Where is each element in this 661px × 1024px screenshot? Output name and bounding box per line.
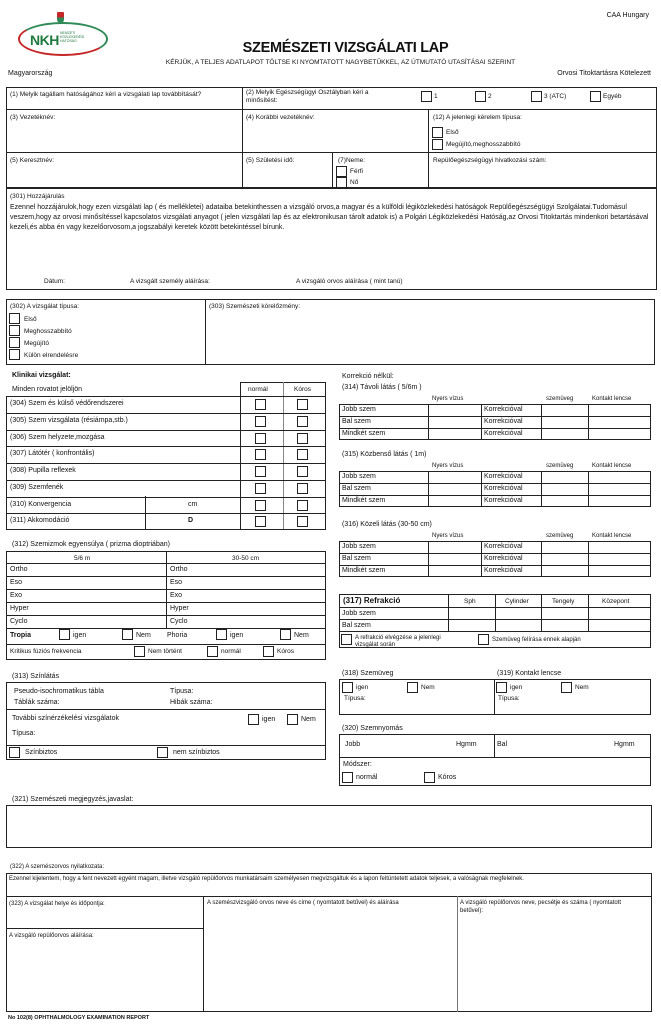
pressure-table	[339, 734, 651, 786]
sex-female-checkbox[interactable]	[336, 177, 347, 188]
sex-label: (7)Neme:	[338, 157, 366, 164]
application-renewal-checkbox[interactable]	[432, 139, 443, 150]
reference-number-label: Repülőegészségügyi hivatkozási szám:	[433, 157, 547, 164]
q1-label: (1) Melyik tagállam hatóságához kéri a vizsgálati lap továbbítását?	[10, 91, 202, 98]
muscle-far-row: Eso	[10, 579, 23, 586]
clinical-abnormal-checkbox[interactable]	[297, 516, 308, 527]
clinical-row-label: (308) Pupilla reflexek	[10, 467, 76, 474]
first-name-field[interactable]	[8, 166, 240, 186]
tropia-yes-label: igen	[73, 632, 87, 639]
acuity-row-label: Bal szem	[342, 485, 371, 492]
col-raw-label: Nyers vízus	[432, 396, 464, 402]
examinee-signature-label: A vizsgált személy aláírása:	[130, 278, 210, 285]
clinical-row-unit: D	[188, 517, 194, 525]
exam-type-first-checkbox[interactable]	[9, 313, 20, 324]
class-2-label: 2	[488, 93, 492, 100]
page-title: SZEMÉSZETI VIZSGÁLATI LAP	[242, 40, 449, 56]
glasses-no-label: Nem	[421, 684, 435, 691]
phoria-yes-checkbox[interactable]	[216, 629, 227, 640]
phoria-no-checkbox[interactable]	[280, 629, 291, 640]
col-contact-label: Kontakt lencse	[592, 463, 632, 469]
prescription-label: Szemüveg felírása ennek alapján	[492, 637, 581, 643]
country-label: Magyarország	[8, 70, 53, 77]
with-correction-label: Korrekcióval	[484, 543, 523, 550]
no-correction-label: Korrekció nélkül:	[342, 373, 394, 380]
first-name-label: (5) Keresztnév:	[10, 157, 55, 164]
sex-male-checkbox[interactable]	[336, 166, 347, 177]
clinical-normal-checkbox[interactable]	[255, 500, 266, 511]
plates-count-label: Táblák száma:	[14, 699, 60, 706]
acuity-row-label: Jobb szem	[342, 473, 376, 480]
clinical-normal-checkbox[interactable]	[255, 433, 266, 444]
col-abnormal-label: Kóros	[294, 386, 311, 393]
glasses-heading: (318) Szemüveg	[342, 670, 394, 677]
exam-type-extension-checkbox[interactable]	[9, 325, 20, 336]
glasses-yes-checkbox[interactable]	[342, 682, 353, 693]
exam-type-first-label: Első	[24, 316, 37, 323]
further-tests-label: További színérzékelési vizsgálatok	[12, 715, 119, 722]
clinical-normal-checkbox[interactable]	[255, 466, 266, 477]
clinical-abnormal-checkbox[interactable]	[297, 416, 308, 427]
logo-text: NKH	[30, 32, 59, 48]
exam-type-renewal-label: Megújító	[24, 340, 49, 347]
further-type-label: Típusa:	[12, 730, 36, 737]
further-yes-checkbox[interactable]	[248, 714, 259, 725]
pseudo-isochromatic-label: Pseudo-isochromatikus tábla	[14, 688, 104, 695]
pressure-method-label: Módszer:	[343, 761, 372, 768]
acuity-row-label: Mindkét szem	[342, 430, 386, 437]
col-far-label: 5/6 m	[74, 555, 91, 562]
contacts-no-label: Nem	[575, 684, 589, 691]
prescription-checkbox[interactable]	[478, 634, 489, 645]
muscle-far-row: Ortho	[10, 566, 28, 573]
col-normal-label: normál	[248, 386, 268, 393]
application-renewal-label: Megújító,meghosszabbító	[446, 141, 521, 148]
col-near-label: 30-50 cm	[232, 555, 260, 562]
glasses-type-label: Típusa:	[344, 695, 366, 702]
application-first-label: Első	[446, 129, 459, 136]
with-correction-label: Korrekcióval	[484, 430, 523, 437]
clinical-normal-checkbox[interactable]	[255, 483, 266, 494]
refraction-col-cylinder: Cylinder	[505, 598, 529, 605]
clinical-normal-checkbox[interactable]	[255, 449, 266, 460]
consent-date-label: Dátum:	[44, 278, 65, 285]
clinical-row-label: (304) Szem és külső védőrendszerei	[10, 400, 124, 407]
clinical-abnormal-checkbox[interactable]	[297, 449, 308, 460]
instruction-text: KÉRJÜK, A TELJES ADATLAPOT TÖLTSE KI NYOMTATOTT NAGYBETŰKKEL, AZ ÚTMUTATÓ UTASÍTÁSAI SZERINT	[165, 59, 516, 66]
contacts-yes-checkbox[interactable]	[496, 682, 507, 693]
class-1-checkbox[interactable]	[421, 91, 432, 102]
authority-label: CAA Hungary	[606, 12, 649, 19]
muscle-far-row: Cyclo	[10, 618, 28, 625]
fusion-normal-checkbox[interactable]	[207, 646, 218, 657]
clinical-row-label: (309) Szemfenék	[10, 483, 64, 491]
refraction-heading: (317) Refrakció	[343, 596, 401, 605]
class-2-checkbox[interactable]	[475, 91, 486, 102]
refraction-right-eye: Jobb szem	[342, 610, 376, 617]
color-unsafe-checkbox[interactable]	[157, 747, 168, 758]
clinical-row-label: (310) Konvergencia	[10, 500, 72, 508]
clinical-abnormal-checkbox[interactable]	[297, 500, 308, 511]
muscle-far-row: Hyper	[10, 605, 29, 612]
fusion-abnormal-label: Kóros	[277, 648, 294, 655]
acuity-row-label: Mindkét szem	[342, 567, 386, 574]
phoria-no-label: Nem	[294, 632, 309, 639]
further-yes-label: igen	[262, 716, 276, 723]
tropia-no-checkbox[interactable]	[122, 629, 133, 640]
fusion-not-done-label: Nem történt	[148, 648, 182, 655]
with-correction-label: Korrekcióval	[484, 473, 523, 480]
refraction-col-axis: Tengely	[552, 598, 575, 605]
acuity-section-heading: (316) Közeli látás (30-50 cm)	[342, 521, 432, 528]
confidential-label: Orvosi Titoktartásra Kötelezett	[557, 70, 651, 77]
with-correction-label: Korrekcióval	[484, 418, 523, 425]
class-3-checkbox[interactable]	[531, 91, 542, 102]
application-first-checkbox[interactable]	[432, 127, 443, 138]
muscle-near-row: Hyper	[170, 605, 189, 612]
refraction-done-checkbox[interactable]	[341, 634, 352, 645]
q2-label: (2) Melyik Egészségügyi Osztályban kéri a minősítést:	[246, 89, 369, 104]
tropia-no-label: Nem	[136, 632, 151, 639]
form-id: No 102(8) OPHTHALMOLOGY EXAMINATION REPORT	[8, 1015, 150, 1021]
muscle-near-row: Ortho	[170, 566, 188, 573]
col-raw-label: Nyers vízus	[432, 533, 464, 539]
clinical-normal-checkbox[interactable]	[255, 516, 266, 527]
glasses-table	[339, 679, 651, 715]
clinical-normal-checkbox[interactable]	[255, 399, 266, 410]
class-3-label: 3 (ATC)	[544, 93, 567, 100]
clinical-row-label: (311) Akkomodáció	[10, 517, 70, 525]
declaration-section	[6, 873, 652, 1012]
application-type-label: (12) A jelenlegi kérelem típusa:	[433, 114, 522, 121]
acuity-row-label: Jobb szem	[342, 406, 376, 413]
with-correction-label: Korrekcióval	[484, 555, 523, 562]
muscle-near-row: Exo	[170, 592, 183, 599]
remarks-heading: (321) Szemészeti megjegyzés,javaslat:	[12, 796, 134, 803]
clinical-subheading: Minden rovatot jelöljön	[12, 386, 83, 393]
col-glasses-label: szemüveg	[546, 533, 574, 539]
class-other-checkbox[interactable]	[590, 91, 601, 102]
acuity-section-heading: (314) Távoli látás ( 5/6m )	[342, 384, 422, 391]
doctor-signature-label: A vizsgáló orvos aláírása ( mint tanú)	[296, 278, 403, 285]
fusion-not-done-checkbox[interactable]	[134, 646, 145, 657]
clinical-row-label: (307) Látótér ( konfrontális)	[10, 450, 95, 458]
contacts-heading: (319) Kontakt lencse	[497, 670, 562, 677]
acuity-row-label: Bal szem	[342, 555, 371, 562]
exam-type-special-checkbox[interactable]	[9, 349, 20, 360]
declaration-heading: (322) A szemészorvos nyilatkozata:	[10, 864, 105, 870]
ophthalmic-history-field[interactable]	[208, 312, 652, 362]
acuity-row-label: Mindkét szem	[342, 497, 386, 504]
pressure-right-unit: Hgmm	[456, 741, 477, 748]
col-contact-label: Kontakt lencse	[592, 533, 632, 539]
surname-label: (3) Vezetéknév:	[10, 114, 56, 121]
logo-subtext: NEMZETI KÖZLEKEDÉSI HATÓSÁG	[60, 31, 85, 43]
clinical-abnormal-checkbox[interactable]	[297, 483, 308, 494]
refraction-done-label: A refrakció elvégzése a jelenlegi vizsgálat során	[355, 635, 441, 648]
clinical-abnormal-checkbox[interactable]	[297, 433, 308, 444]
remarks-field[interactable]	[6, 805, 652, 848]
pressure-heading: (320) Szemnyomás	[342, 725, 403, 732]
examiner-signature-label: A vizsgáló repülőorvos aláírása:	[9, 933, 94, 939]
exam-type-extension-label: Meghosszabbító	[24, 328, 72, 335]
clinical-normal-checkbox[interactable]	[255, 416, 266, 427]
contacts-yes-label: igen	[510, 684, 523, 691]
contacts-type-label: Típusa:	[498, 695, 520, 702]
color-safe-checkbox[interactable]	[9, 747, 20, 758]
further-no-checkbox[interactable]	[287, 714, 298, 725]
clinical-row-label: (306) Szem helyzete,mozgása	[10, 433, 105, 441]
pressure-abnormal-checkbox[interactable]	[424, 772, 435, 783]
col-glasses-label: szemüveg	[546, 463, 574, 469]
color-vision-heading: (313) Színlátás	[12, 673, 60, 680]
acuity-section-heading: (315) Közbenső látás ( 1m)	[342, 451, 427, 458]
surname-field[interactable]	[8, 124, 240, 150]
clinical-heading: Klinikai vizsgálat:	[12, 372, 71, 379]
contacts-no-checkbox[interactable]	[561, 682, 572, 693]
muscle-near-row: Eso	[170, 579, 183, 586]
with-correction-label: Korrekcióval	[484, 497, 523, 504]
consent-heading: (301) Hozzájárulás	[10, 193, 65, 200]
ame-name-label: A vizsgáló repülőorvos neve, pecsétje és száma ( nyomtatott betűvel):	[460, 900, 622, 914]
birth-date-label: (5) Születési idő:	[246, 157, 295, 164]
declaration-text: Ezennel kijelentem, hogy a fent nevezett egyént magam, illetve vizsgáló repülőorvos munkatársaim személyesen megvizsgáltuk és a lapon feltüntetett adatok teljesek, a valóságnak megfelelnek.	[9, 876, 524, 882]
col-contact-label: Kontakt lencse	[592, 396, 632, 402]
fusion-label: Kritikus fúziós frekvencia	[10, 648, 82, 655]
ophthalmologist-name-label: A szemészvizsgáló orvos neve és címe ( nyomtatott betűvel) és aláírása	[207, 900, 399, 906]
class-other-label: Egyéb	[603, 93, 622, 100]
ophthalmic-history-heading: (303) Szemészeti kórelőzmény:	[209, 303, 301, 310]
pressure-normal-label: normál	[356, 774, 378, 781]
color-safe-label: Színbiztos	[25, 749, 58, 756]
fusion-normal-label: normál	[221, 648, 241, 655]
clinical-abnormal-checkbox[interactable]	[297, 466, 308, 477]
sex-female-label: Nő	[350, 179, 359, 186]
fusion-abnormal-checkbox[interactable]	[263, 646, 274, 657]
exam-type-renewal-checkbox[interactable]	[9, 337, 20, 348]
pressure-abnormal-label: Kóros	[438, 774, 457, 781]
pressure-left-label: Bal	[497, 741, 508, 748]
muscle-near-row: Cyclo	[170, 618, 188, 625]
muscle-balance-heading: (312) Szemizmok egyensúlya ( prizma dioptriában)	[12, 541, 170, 548]
glasses-yes-label: igen	[356, 684, 369, 691]
phoria-yes-label: igen	[230, 632, 244, 639]
acuity-row-label: Bal szem	[342, 418, 371, 425]
pressure-normal-checkbox[interactable]	[342, 772, 353, 783]
previous-surname-label: (4) Korábbi vezetéknév:	[246, 114, 315, 121]
refraction-col-add: Közepont	[602, 598, 630, 605]
place-time-label: (323) A vizsgálat helye és időpontja:	[9, 901, 105, 907]
color-type-label: Típusa:	[170, 688, 194, 695]
with-correction-label: Korrekcióval	[484, 567, 523, 574]
glasses-no-checkbox[interactable]	[407, 682, 418, 693]
sex-male-label: Férfi	[350, 168, 363, 175]
exam-type-special-label: Külön elrendelésre	[24, 352, 79, 359]
col-raw-label: Nyers vízus	[432, 463, 464, 469]
pressure-right-label: Jobb	[345, 741, 361, 748]
reference-number-field[interactable]	[430, 166, 654, 186]
clinical-abnormal-checkbox[interactable]	[297, 399, 308, 410]
with-correction-label: Korrekcióval	[484, 406, 523, 413]
muscle-far-row: Exo	[10, 592, 23, 599]
acuity-row-label: Jobb szem	[342, 543, 376, 550]
previous-surname-field[interactable]	[244, 124, 426, 150]
class-1-label: 1	[434, 93, 438, 100]
tropia-label: Tropia	[10, 632, 32, 639]
col-glasses-label: szemüveg	[546, 396, 574, 402]
tropia-yes-checkbox[interactable]	[59, 629, 70, 640]
phoria-label: Phoria	[167, 632, 188, 639]
refraction-col-sph: Sph	[464, 598, 476, 605]
birth-date-field[interactable]	[244, 166, 330, 186]
color-unsafe-label: nem színbiztos	[173, 749, 220, 756]
with-correction-label: Korrekcióval	[484, 485, 523, 492]
errors-count-label: Hibák száma:	[170, 699, 213, 706]
clinical-row-label: (305) Szem vizsgálata (résiámpa,stb.)	[10, 416, 128, 424]
refraction-left-eye: Bal szem	[342, 622, 371, 629]
exam-type-heading: (302) A vizsgálat típusa:	[10, 303, 80, 310]
pressure-left-unit: Hgmm	[614, 741, 635, 748]
consent-text: Ezennel hozzájárulok,hogy ezen vizsgálati lap ( és mellékletei) adataiba betekinthessen a vizsgáló orvos,a magyar és a külföldi légiközlekedési hatóságok Repülőegészségügyi Szolgálatai.Tudomásul veszem,hogy az orvosi minősítéssel kapcsolatos vizsgálati anyagot ( jelen vizsgálati lap és az elektronikusan tárolt adatok is) a Polgári Légiközlekedési Hatóság,az Orvosi Titoktartás mindenkori betartásával kezeli,és abba én vagy kezelőorvosom,a jogszabályi keretek között betekintéssel bírunk.	[10, 204, 649, 231]
clinical-row-unit: cm	[188, 500, 198, 508]
further-no-label: Nem	[301, 716, 316, 723]
